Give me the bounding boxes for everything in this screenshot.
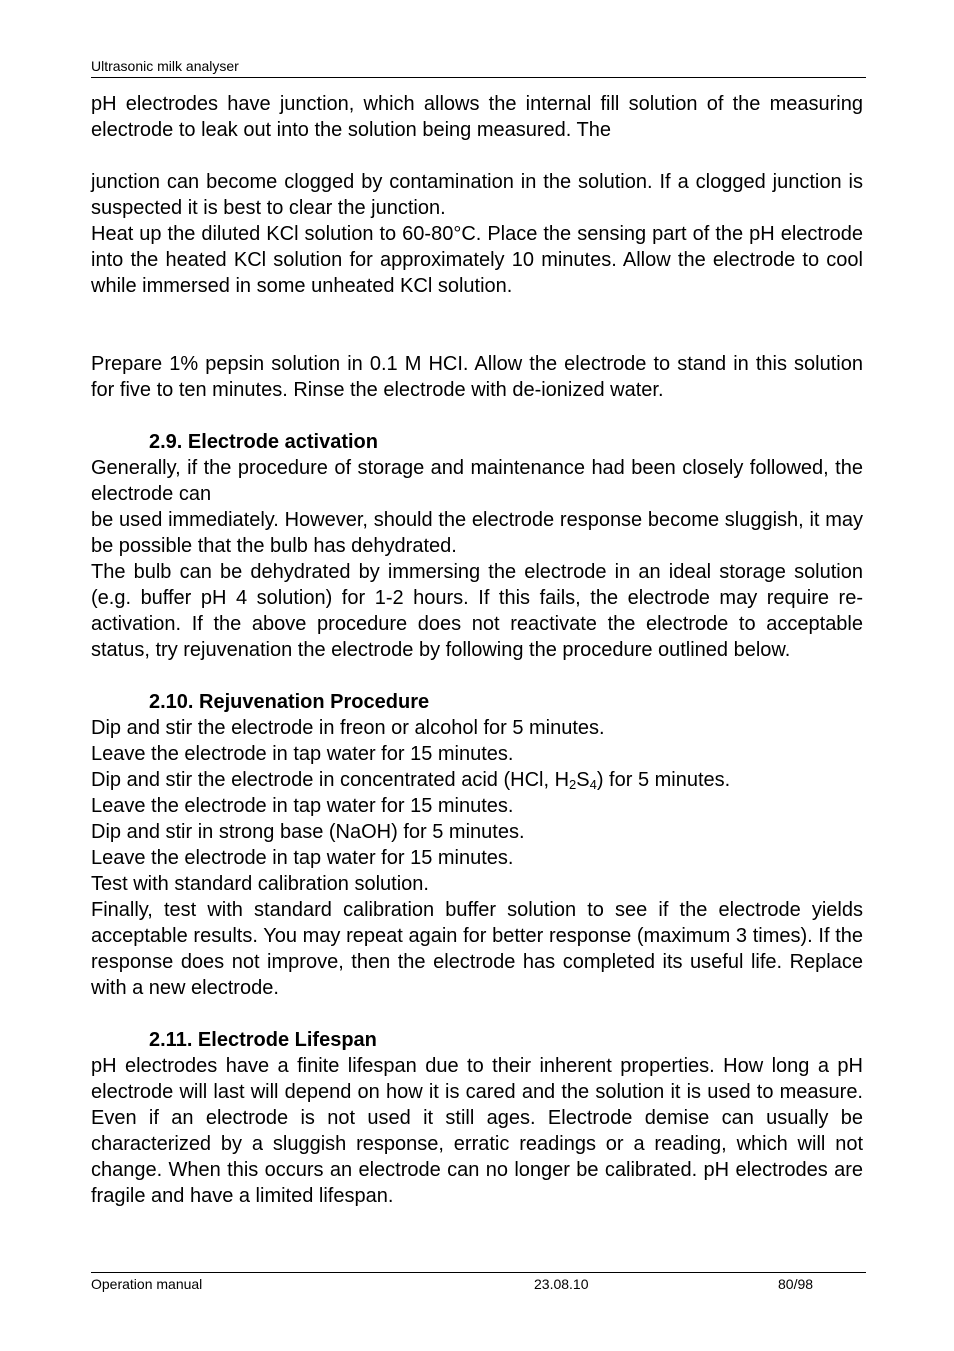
subscript: 2 [569, 777, 577, 792]
paragraph-junction-intro: pH electrodes have junction, which allows the internal fill solution of the measuring electrode to leak out into the solution being measured. The [91, 93, 863, 141]
spacer [91, 403, 863, 429]
spacer [91, 143, 863, 169]
rejuvenation-step: Dip and stir the electrode in freon or alcohol for 5 minutes. [91, 717, 605, 739]
footer-page-number: 80/98 [778, 1276, 814, 1292]
rejuvenation-step [91, 767, 863, 793]
subscript: 4 [589, 777, 597, 792]
page-body [91, 91, 863, 1209]
step-text: ) for 5 minutes. [596, 769, 731, 791]
paragraph-kcl-heating: Heat up the diluted KCl solution to 60-80°C. Place the sensing part of the pH electrode into the heated KCl solution for approximately 10 minutes. Allow the electrode to cool while immersed in some unheated KCl solution. [91, 223, 863, 297]
step-text: Dip and stir the electrode in concentrated acid (HCl, H [91, 769, 570, 791]
paragraph-activation-3: The bulb can be dehydrated by immersing the electrode in an ideal storage solution (e.g. buffer pH 4 solution) for 1-2 hours. If this fails, the electrode may require re-activation. If the above procedure does not reactivate the electrode to acceptable status, try rejuvenation the electrode by following the procedure outlined below. [91, 561, 863, 661]
rejuvenation-step: Leave the electrode in tap water for 15 minutes. [91, 743, 514, 765]
header-rule [91, 77, 866, 78]
step-text: S [576, 769, 590, 791]
paragraph-activation-1: Generally, if the procedure of storage and maintenance had been closely followed, the electrode can [91, 457, 863, 505]
rejuvenation-step: Dip and stir in strong base (NaOH) for 5 minutes. [91, 821, 525, 843]
running-header: Ultrasonic milk analyser [91, 58, 239, 74]
section-heading-electrode-lifespan: 2.11. Electrode Lifespan [149, 1029, 377, 1051]
paragraph-final-test: Finally, test with standard calibration buffer solution to see if the electrode yields acceptable results. You may repeat again for better response (maximum 3 times). If the response does not improve, then the electrode has completed its useful life. Replace with a new electrode. [91, 899, 863, 999]
rejuvenation-step: Test with standard calibration solution. [91, 873, 429, 895]
paragraph-junction-clogged: junction can become clogged by contamination in the solution. If a clogged junction is suspected it is best to clear the junction. [91, 171, 863, 219]
spacer [91, 299, 863, 351]
rejuvenation-steps [91, 715, 863, 897]
spacer [91, 663, 863, 689]
section-heading-electrode-activation: 2.9. Electrode activation [149, 431, 378, 453]
section-heading-rejuvenation: 2.10. Rejuvenation Procedure [149, 691, 430, 713]
rejuvenation-step: Leave the electrode in tap water for 15 minutes. [91, 847, 514, 869]
paragraph-pepsin: Prepare 1% pepsin solution in 0.1 M HCI. Allow the electrode to stand in this solution for five to ten minutes. Rinse the electrode with de-ionized water. [91, 353, 863, 401]
footer-date: 23.08.10 [534, 1276, 589, 1292]
footer-rule [91, 1272, 866, 1273]
spacer [91, 1001, 863, 1027]
paragraph-lifespan: pH electrodes have a finite lifespan due to their inherent properties. How long a pH electrode will last will depend on how it is cared and the solution it is used to measure. Even if an electrode is not used it still ages. Electrode demise can usually be characterized by a sluggish response, erratic readings or a reading, which will not change. When this occurs an electrode can no longer be calibrated. pH electrodes are fragile and have a limited lifespan. [91, 1055, 863, 1207]
rejuvenation-step: Leave the electrode in tap water for 15 minutes. [91, 795, 514, 817]
paragraph-activation-2: be used immediately. However, should the electrode response become sluggish, it may be possible that the bulb has dehydrated. [91, 509, 863, 557]
footer-document-name: Operation manual [91, 1276, 203, 1292]
